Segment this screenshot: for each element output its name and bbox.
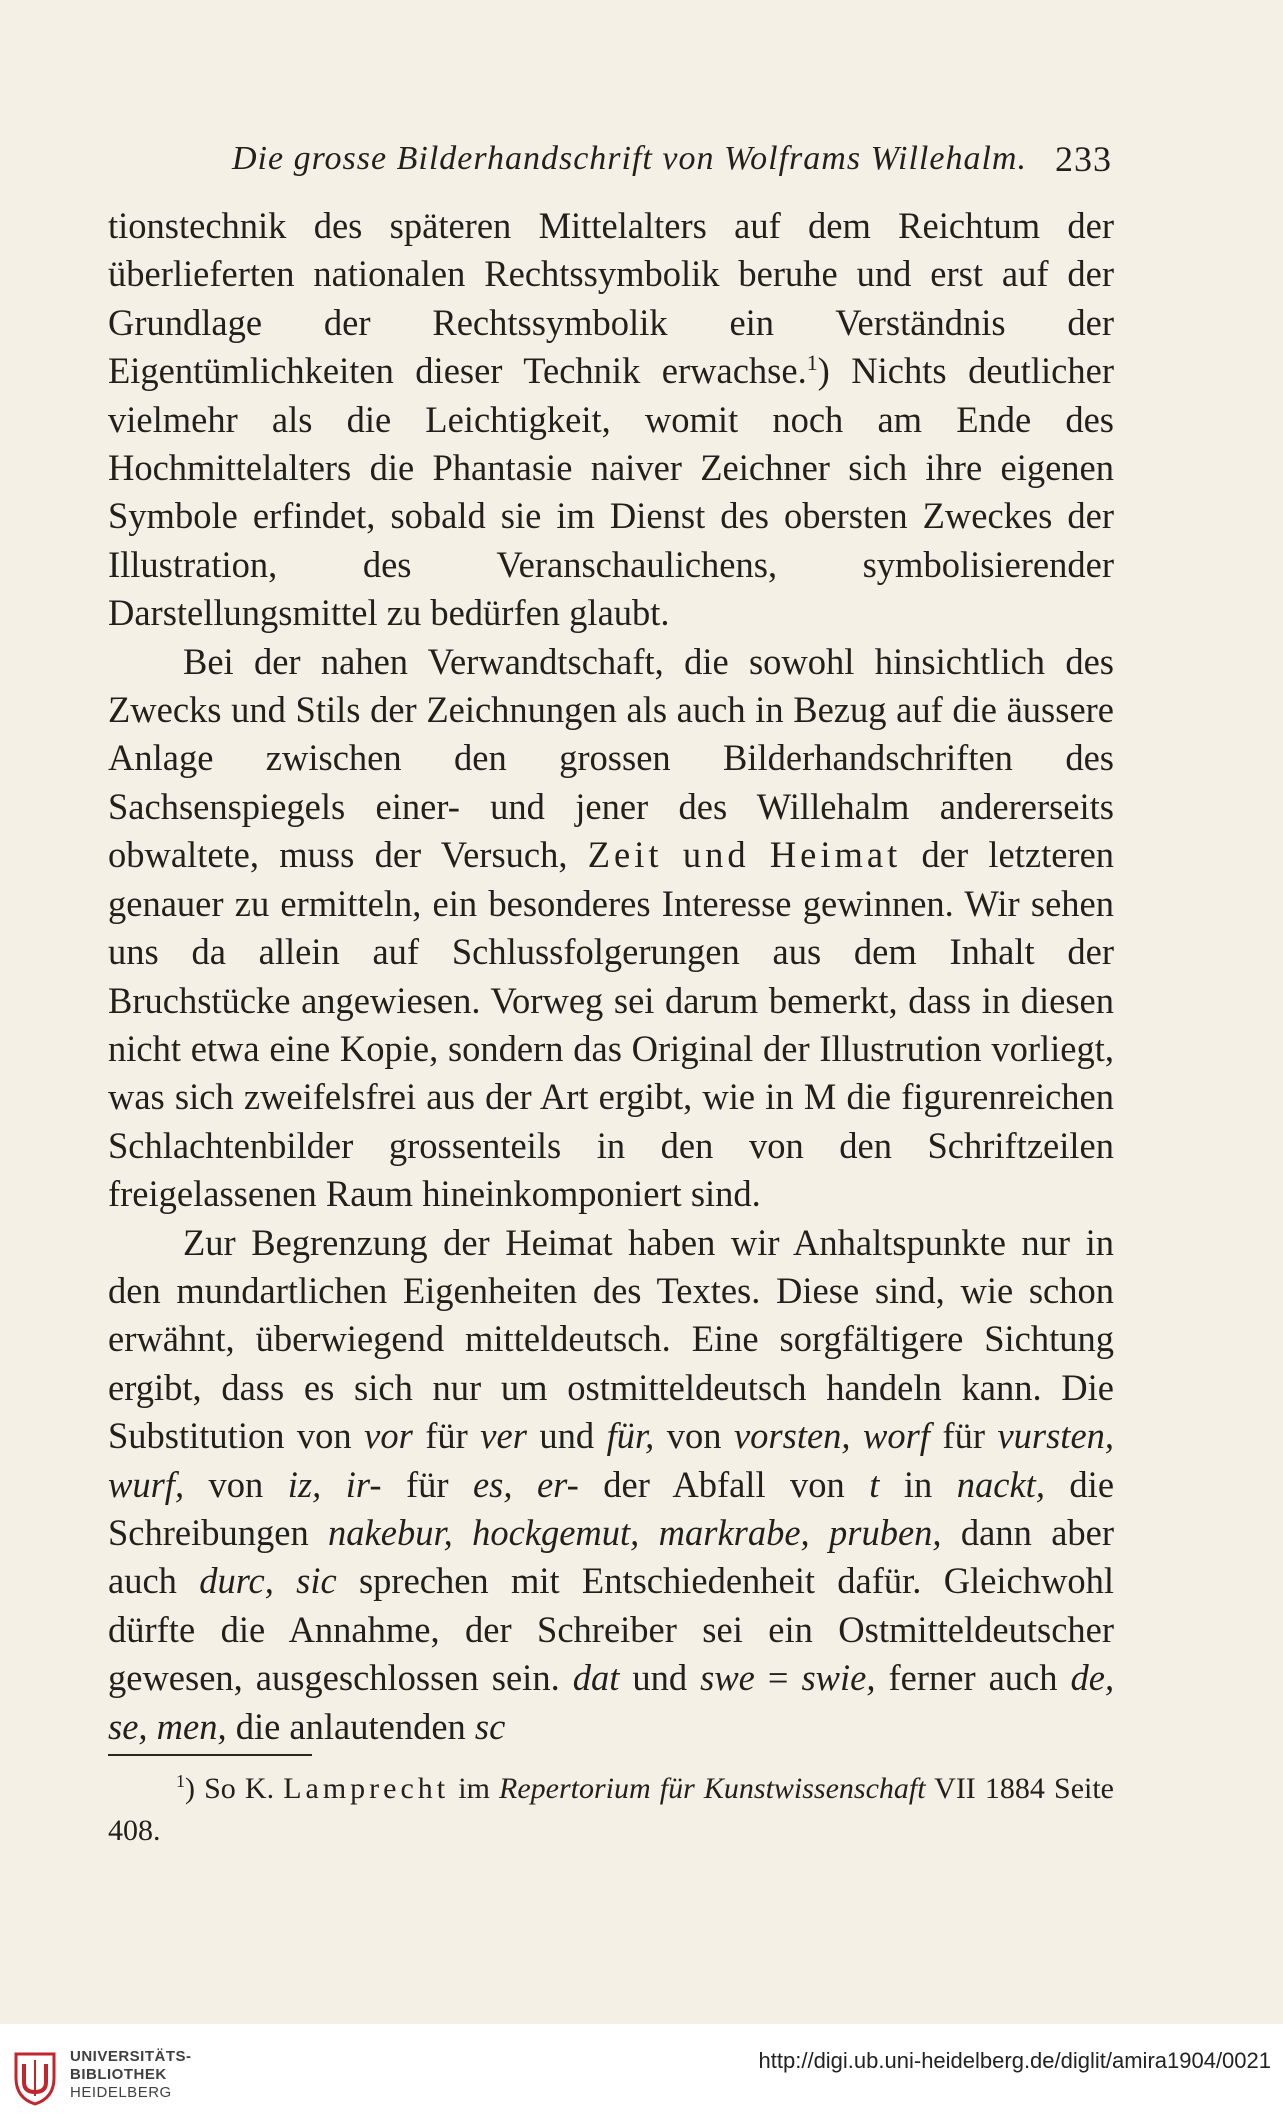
source-url-link[interactable]: http://digi.ub.uni-heidelberg.de/diglit/amira1904/0021 xyxy=(758,2048,1271,2073)
footnote-text xyxy=(108,1768,1114,1852)
body-text xyxy=(108,202,1114,1751)
paragraph-1-text-a: tionstechnik des späteren Mittelalters auf dem Reichtum der überlieferten nationalen Rechtssymbolik beruhe und erst auf der Grundlage der Rechtssymbolik ein Verständnis der Eigentümlichkeiten dieser Technik erwachse. xyxy=(108,205,1114,392)
footnote-mark: 1 xyxy=(176,1771,185,1791)
running-title: Die grosse Bilderhandschrift von Wolframs Willehalm. xyxy=(232,140,1027,177)
italic-swe: swe xyxy=(700,1657,755,1699)
word-von-2: von xyxy=(208,1463,264,1505)
footnote-reference: 1 xyxy=(806,350,818,376)
paragraph-2-text-a: Bei der nahen Verwandtschaft, die sowohl hinsichtlich des Zwecks und Stils der Zeichnungen als auch in Bezug auf die äussere Anlage zwischen den grossen Bilderhandschriften des Sachsenspiegels einer- und jener des Willehalm andererseits obwaltete, muss der Versuch, xyxy=(108,640,1114,876)
footnote-journal: Repertorium für Kunstwissenschaft xyxy=(499,1772,926,1805)
page-number: 233 xyxy=(1055,139,1112,179)
paragraph-3-text-a: Zur Begrenzung der Heimat haben wir Anhaltspunkte nur in den mundartlichen Eigenheiten des Textes. Diese sind, wie schon erwähnt, überwiegend mitteldeutsch. Eine sorgfältigere Sichtung ergibt, dass es sich nur um ostmitteldeutsch handeln kann. Die Substitution von xyxy=(108,1221,1114,1457)
word-fuer-1: für xyxy=(425,1415,468,1457)
library-name-line-3: HEIDELBERG xyxy=(70,2084,172,2101)
italic-vursten-wurf: vursten, wurf, xyxy=(108,1415,1115,1505)
spaced-word-und: und xyxy=(682,834,750,876)
running-header xyxy=(232,132,1112,188)
italic-word-list: nakebur, hockgemut, markrabe, pruben, xyxy=(328,1511,942,1553)
word-fuer-3: für xyxy=(942,1415,985,1457)
italic-vorsten-worf: vorsten, worf xyxy=(733,1415,930,1457)
word-von-1: von xyxy=(666,1415,722,1457)
text-schreibungen: die Schreibungen xyxy=(108,1463,1115,1553)
footnote-paren: ) xyxy=(185,1772,195,1805)
paragraph-1 xyxy=(108,202,1114,638)
viewer-footer xyxy=(0,2024,1283,2122)
italic-durc-sic: durc, sic xyxy=(199,1560,337,1602)
word-und-2: und xyxy=(632,1657,688,1699)
footnote-so: So K. xyxy=(204,1772,275,1805)
italic-swie: swie, xyxy=(801,1657,876,1699)
text-dann: dann aber auch xyxy=(108,1511,1115,1602)
footnote-author: Lamprecht xyxy=(283,1772,450,1805)
text-abfall: der Abfall von xyxy=(603,1463,845,1505)
text-ferner: ferner auch xyxy=(888,1657,1058,1699)
word-und-1: und xyxy=(539,1415,595,1457)
footnote-im: im xyxy=(458,1772,490,1805)
paragraph-3-text-b: sprechen mit Entschiedenheit dafür. Gleichwohl dürfte die Annahme, der Schreiber sei ein Ostmitteldeutscher gewesen, ausgeschlossen sein. xyxy=(108,1560,1114,1699)
text-anlautenden: die anlautenden xyxy=(235,1705,466,1747)
library-logo-icon xyxy=(12,2048,58,2108)
footnote-rule xyxy=(108,1754,312,1756)
italic-sc: sc xyxy=(474,1705,506,1747)
word-in: in xyxy=(903,1463,933,1505)
spaced-word-heimat: Heimat xyxy=(769,834,902,876)
library-name-line-2: BIBLIOTHEK xyxy=(70,2066,167,2083)
paragraph-3 xyxy=(108,1219,1114,1751)
italic-es-er: es, er- xyxy=(472,1463,579,1505)
italic-fuer: für, xyxy=(606,1415,655,1457)
footnote xyxy=(108,1768,1114,1852)
spaced-word-zeit: Zeit xyxy=(587,834,663,876)
italic-ver: ver xyxy=(480,1415,527,1457)
italic-nackt: nackt, xyxy=(956,1463,1045,1505)
italic-iz-ir: iz, ir- xyxy=(287,1463,382,1505)
word-fuer-4: für xyxy=(405,1463,449,1505)
library-name-line-1: UNIVERSITÄTS- xyxy=(70,2048,192,2065)
equals-sign: = xyxy=(767,1657,789,1699)
italic-vor: vor xyxy=(364,1415,413,1457)
footnote-rest: VII 1884 Seite 408. xyxy=(108,1772,1115,1847)
italic-t: t xyxy=(869,1463,880,1505)
italic-dat: dat xyxy=(572,1657,620,1699)
paragraph-2 xyxy=(108,638,1114,1219)
paragraph-2-text-b: der letzteren genauer zu ermitteln, ein besonderes Interesse gewinnen. Wir sehen uns da allein auf Schlussfolgerungen aus dem Inhalt der Bruchstücke angewiesen. Vorweg sei darum bemerkt, dass in diesen nicht etwa eine Kopie, sondern das Original der Illustrution vorliegt, was sich zweifelsfrei aus der Art ergibt, wie in M die figurenreichen Schlachtenbilder grossenteils in den von den Schriftzeilen freigelassenen Raum hineinkomponiert sind. xyxy=(108,834,1115,1215)
italic-de-se-men: de, se, men, xyxy=(108,1657,1115,1747)
paragraph-1-text-b: ) Nichts deutlicher vielmehr als die Leichtigkeit, womit noch am Ende des Hochmittelalters die Phantasie naiver Zeichner sich ihre eigenen Symbole erfindet, sobald sie im Dienst des obersten Zweckes der Illustration, des Veranschaulichens, symbolisierender Darstellungsmittel zu bedürfen glaubt. xyxy=(108,350,1114,634)
library-name xyxy=(70,2048,192,2102)
